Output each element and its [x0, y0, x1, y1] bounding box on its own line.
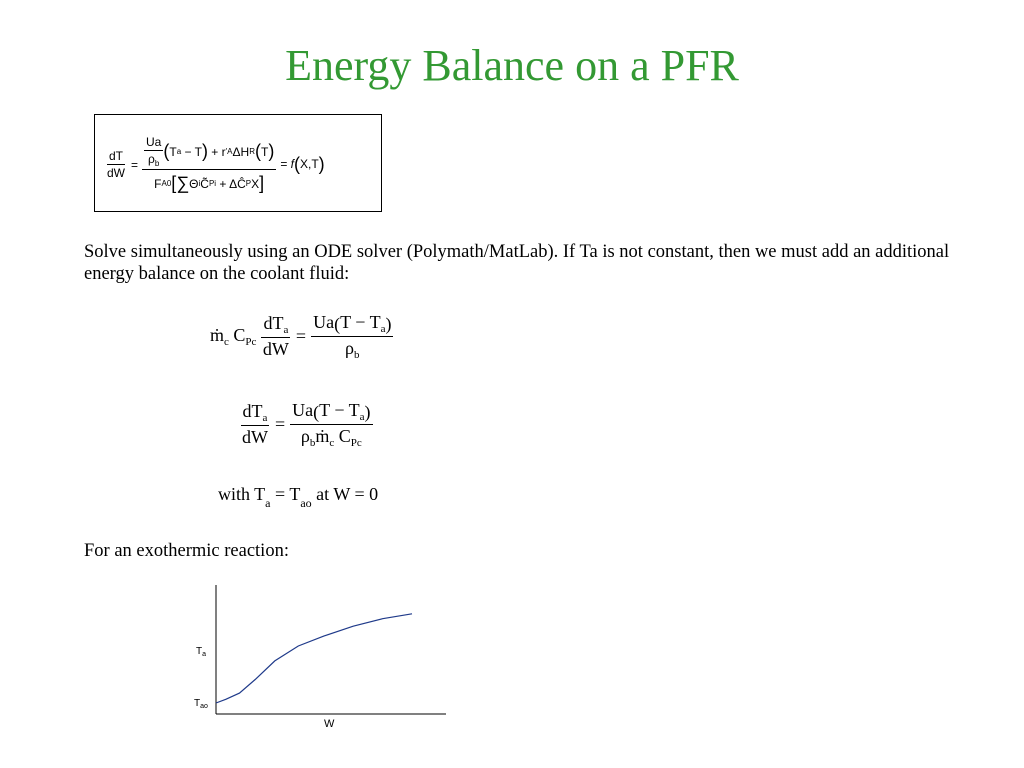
initial-condition: with $T_a = T_{ao}$ at W = 0 [218, 484, 379, 510]
series-line [216, 614, 412, 703]
instruction-paragraph: Solve simultaneously using an ODE solver (Polymath/MatLab). If Ta is not constant, then we must add an additional energy balance on the coolant fluid: [84, 242, 950, 284]
coolant-balance-equation-1: ṁ$_c$ $C_{Pc}$ $\frac{dT_a}{dW}$ = $\frac{Ua(T - T_a)}{\rho_b}$ [210, 312, 392, 361]
temperature-profile-chart [190, 580, 460, 740]
pfr-energy-balance-equation: $\frac{dT}{dW}$ = $\frac{Ua}{\rho_b}$ ( T a − T ) + r ' A ΔH R ( T ) F A0 [ ∑ Θ i C̃ Pi + ΔĈ P X ] = f(X,T) [94, 114, 382, 212]
slide-title: Energy Balance on a PFR [285, 41, 739, 90]
coolant-balance-equation-2: $\frac{dT_a}{dW}$ = $\frac{Ua(T - T_a)}{\rho_bṁ_c C_{Pc}}$ [242, 400, 371, 449]
y-tick-label-ta: $T_a$ [196, 646, 207, 658]
y-tick-label-tao: $T_{ao}$ [194, 698, 208, 710]
x-axis-label: W [324, 718, 335, 730]
exothermic-label: For an exothermic reaction: [84, 541, 289, 561]
